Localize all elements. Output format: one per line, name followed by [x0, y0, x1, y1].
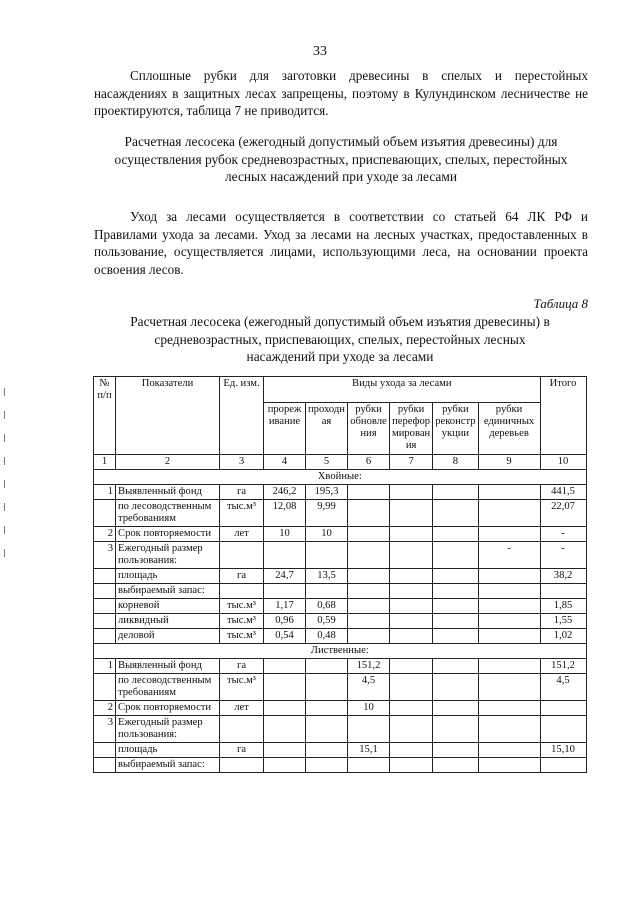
margin-marks	[4, 388, 8, 588]
thinning-cell	[264, 758, 306, 773]
reformation-cell	[390, 701, 433, 716]
renewal-cell	[348, 485, 390, 500]
subheader-renewal: рубки обновле ния	[348, 403, 390, 455]
reformation-cell	[390, 674, 433, 701]
unit-cell: тыс.м³	[220, 614, 264, 629]
row-number-cell	[94, 599, 116, 614]
total-cell	[540, 701, 586, 716]
reformation-cell	[390, 716, 433, 743]
thinning-cell	[264, 659, 306, 674]
indicator-cell: выбираемый запас:	[116, 758, 220, 773]
reformation-cell	[390, 743, 433, 758]
passage-cell	[306, 659, 348, 674]
row-number-cell	[94, 629, 116, 644]
single-trees-cell	[478, 485, 540, 500]
reconstruction-cell	[433, 758, 478, 773]
reconstruction-cell	[433, 599, 478, 614]
header-number: № п/п	[94, 377, 116, 455]
reconstruction-cell	[433, 743, 478, 758]
unit-cell: лет	[220, 701, 264, 716]
reconstruction-cell	[433, 569, 478, 584]
section-title: Расчетная лесосека (ежегодный допустимый объем изъятия древесины) для осуществления рубок средневозрастных, приспевающих, спелых, перестойных лесных насаждений при уходе за лесами	[114, 134, 568, 184]
reconstruction-cell	[433, 716, 478, 743]
single-trees-cell	[478, 614, 540, 629]
passage-cell	[306, 584, 348, 599]
col-number: 8	[433, 455, 478, 470]
header-total: Итого	[540, 377, 586, 455]
reformation-cell	[390, 659, 433, 674]
row-number-cell: 3	[94, 542, 116, 569]
subheader-passage: проходн ая	[306, 403, 348, 455]
thinning-cell	[264, 743, 306, 758]
reconstruction-cell	[433, 659, 478, 674]
indicator-cell: по лесоводственным требованиям	[116, 674, 220, 701]
passage-cell: 195,3	[306, 485, 348, 500]
thinning-cell	[264, 584, 306, 599]
table-row	[94, 716, 587, 743]
renewal-cell	[348, 542, 390, 569]
passage-cell	[306, 758, 348, 773]
reformation-cell	[390, 599, 433, 614]
unit-cell	[220, 758, 264, 773]
thinning-cell	[264, 542, 306, 569]
row-number-cell	[94, 614, 116, 629]
reconstruction-cell	[433, 701, 478, 716]
row-number-cell: 1	[94, 659, 116, 674]
row-number-cell	[94, 500, 116, 527]
passage-cell	[306, 542, 348, 569]
table-row	[94, 599, 587, 614]
total-cell	[540, 716, 586, 743]
row-number-cell: 2	[94, 527, 116, 542]
passage-cell: 13,5	[306, 569, 348, 584]
total-cell	[540, 584, 586, 599]
col-number: 1	[94, 455, 116, 470]
indicator-cell: Срок повторяемости	[116, 701, 220, 716]
renewal-cell	[348, 758, 390, 773]
thinning-cell: 0,96	[264, 614, 306, 629]
row-number-cell: 1	[94, 485, 116, 500]
passage-cell	[306, 701, 348, 716]
unit-cell: тыс.м³	[220, 629, 264, 644]
paragraph-clearcuts: Сплошные рубки для заготовки древесины в спелых и перестойных насаждениях в защитных лесах запрещены, поэтому в Кулундинском лесничестве не проектируются, таблица 7 не приводится.	[94, 68, 588, 118]
reformation-cell	[390, 758, 433, 773]
indicator-cell: выбираемый запас:	[116, 584, 220, 599]
thinning-cell: 1,17	[264, 599, 306, 614]
reconstruction-cell	[433, 674, 478, 701]
renewal-cell	[348, 527, 390, 542]
header-care-types: Виды ухода за лесами	[264, 377, 541, 403]
col-number: 9	[478, 455, 540, 470]
reconstruction-cell	[433, 614, 478, 629]
total-cell: -	[540, 527, 586, 542]
reformation-cell	[390, 542, 433, 569]
single-trees-cell	[478, 674, 540, 701]
row-number-cell	[94, 584, 116, 599]
row-number-cell: 2	[94, 701, 116, 716]
table-row	[94, 743, 587, 758]
reformation-cell	[390, 629, 433, 644]
passage-cell	[306, 674, 348, 701]
indicator-cell: площадь	[116, 569, 220, 584]
unit-cell: га	[220, 659, 264, 674]
total-cell: 38,2	[540, 569, 586, 584]
unit-cell: га	[220, 485, 264, 500]
passage-cell: 0,68	[306, 599, 348, 614]
row-number-cell	[94, 674, 116, 701]
unit-cell	[220, 584, 264, 599]
reconstruction-cell	[433, 629, 478, 644]
table-row	[94, 527, 587, 542]
thinning-cell	[264, 674, 306, 701]
unit-cell: тыс.м³	[220, 599, 264, 614]
renewal-cell	[348, 569, 390, 584]
unit-cell: тыс.м³	[220, 500, 264, 527]
renewal-cell	[348, 629, 390, 644]
indicator-cell: Ежегодный размер пользования:	[116, 716, 220, 743]
unit-cell: га	[220, 569, 264, 584]
indicator-cell: Выявленный фонд	[116, 485, 220, 500]
total-cell: 1,02	[540, 629, 586, 644]
unit-cell: лет	[220, 527, 264, 542]
single-trees-cell	[478, 629, 540, 644]
reformation-cell	[390, 584, 433, 599]
single-trees-cell	[478, 500, 540, 527]
table-row	[94, 569, 587, 584]
passage-cell: 9,99	[306, 500, 348, 527]
page-number: 33	[313, 44, 327, 59]
total-cell: 151,2	[540, 659, 586, 674]
reconstruction-cell	[433, 527, 478, 542]
unit-cell: га	[220, 743, 264, 758]
unit-cell: тыс.м³	[220, 674, 264, 701]
renewal-cell	[348, 584, 390, 599]
renewal-cell	[348, 599, 390, 614]
row-number-cell	[94, 758, 116, 773]
indicator-cell: ликвидный	[116, 614, 220, 629]
col-number: 2	[116, 455, 220, 470]
reformation-cell	[390, 485, 433, 500]
renewal-cell: 151,2	[348, 659, 390, 674]
single-trees-cell	[478, 659, 540, 674]
single-trees-cell	[478, 584, 540, 599]
total-cell: 4,5	[540, 674, 586, 701]
reformation-cell	[390, 500, 433, 527]
total-cell: -	[540, 542, 586, 569]
unit-cell	[220, 542, 264, 569]
col-number: 10	[540, 455, 586, 470]
thinning-cell	[264, 701, 306, 716]
col-number: 4	[264, 455, 306, 470]
reconstruction-cell	[433, 542, 478, 569]
reformation-cell	[390, 614, 433, 629]
table-row	[94, 629, 587, 644]
passage-cell: 0,59	[306, 614, 348, 629]
subheader-reconstruction: рубки реконстр укции	[433, 403, 478, 455]
single-trees-cell: -	[478, 542, 540, 569]
single-trees-cell	[478, 716, 540, 743]
indicator-cell: деловой	[116, 629, 220, 644]
table-row	[94, 485, 587, 500]
indicator-cell: Выявленный фонд	[116, 659, 220, 674]
reconstruction-cell	[433, 500, 478, 527]
header-indicator: Показатели	[116, 377, 220, 455]
col-number: 7	[390, 455, 433, 470]
single-trees-cell	[478, 758, 540, 773]
thinning-cell	[264, 716, 306, 743]
indicator-cell: по лесоводственным требованиям	[116, 500, 220, 527]
reconstruction-cell	[433, 584, 478, 599]
table-body	[94, 377, 587, 773]
reformation-cell	[390, 527, 433, 542]
total-cell: 15,10	[540, 743, 586, 758]
thinning-cell: 0,54	[264, 629, 306, 644]
total-cell: 1,85	[540, 599, 586, 614]
passage-cell	[306, 743, 348, 758]
passage-cell: 10	[306, 527, 348, 542]
row-number-cell: 3	[94, 716, 116, 743]
allowable-cut-table	[93, 376, 587, 773]
table-label: Таблица 8	[533, 296, 588, 311]
total-cell: 441,5	[540, 485, 586, 500]
subheader-thinning: прореж ивание	[264, 403, 306, 455]
renewal-cell: 10	[348, 701, 390, 716]
renewal-cell: 4,5	[348, 674, 390, 701]
indicator-cell: Ежегодный размер пользования:	[116, 542, 220, 569]
thinning-cell: 12,08	[264, 500, 306, 527]
table-row	[94, 500, 587, 527]
total-cell: 1,55	[540, 614, 586, 629]
paragraph-forest-care: Уход за лесами осуществляется в соответствии со статьей 64 ЛК РФ и Правилами ухода за лесами. Уход за лесами на лесных участках, предоставленных в пользование, осуществляется лицами, использующими леса, на основании проекта освоения лесов.	[94, 209, 588, 277]
row-number-cell	[94, 743, 116, 758]
table-row	[94, 659, 587, 674]
table-row	[94, 674, 587, 701]
total-cell: 22,07	[540, 500, 586, 527]
reformation-cell	[390, 569, 433, 584]
section-header: Лиственные:	[94, 644, 587, 659]
table-row	[94, 584, 587, 599]
section-header: Хвойные:	[94, 470, 587, 485]
indicator-cell: площадь	[116, 743, 220, 758]
passage-cell	[306, 716, 348, 743]
table-title: Расчетная лесосека (ежегодный допустимый объем изъятия древесины) в средневозрастных, приспевающих, спелых, перестойных лесных насаждений при уходе за лесами	[130, 314, 550, 364]
thinning-cell: 24,7	[264, 569, 306, 584]
thinning-cell: 246,2	[264, 485, 306, 500]
indicator-cell: Срок повторяемости	[116, 527, 220, 542]
subheader-single-trees: рубки единичных деревьев	[478, 403, 540, 455]
table-row	[94, 542, 587, 569]
total-cell	[540, 758, 586, 773]
table-row	[94, 758, 587, 773]
unit-cell	[220, 716, 264, 743]
reconstruction-cell	[433, 485, 478, 500]
renewal-cell	[348, 614, 390, 629]
col-number: 3	[220, 455, 264, 470]
table-row	[94, 614, 587, 629]
col-number: 5	[306, 455, 348, 470]
header-unit: Ед. изм.	[220, 377, 264, 455]
renewal-cell	[348, 716, 390, 743]
thinning-cell: 10	[264, 527, 306, 542]
single-trees-cell	[478, 701, 540, 716]
passage-cell: 0,48	[306, 629, 348, 644]
single-trees-cell	[478, 743, 540, 758]
renewal-cell	[348, 500, 390, 527]
indicator-cell: корневой	[116, 599, 220, 614]
single-trees-cell	[478, 569, 540, 584]
renewal-cell: 15,1	[348, 743, 390, 758]
table-row	[94, 701, 587, 716]
row-number-cell	[94, 569, 116, 584]
col-number: 6	[348, 455, 390, 470]
subheader-reformation: рубки перефор мирован ия	[390, 403, 433, 455]
single-trees-cell	[478, 599, 540, 614]
single-trees-cell	[478, 527, 540, 542]
